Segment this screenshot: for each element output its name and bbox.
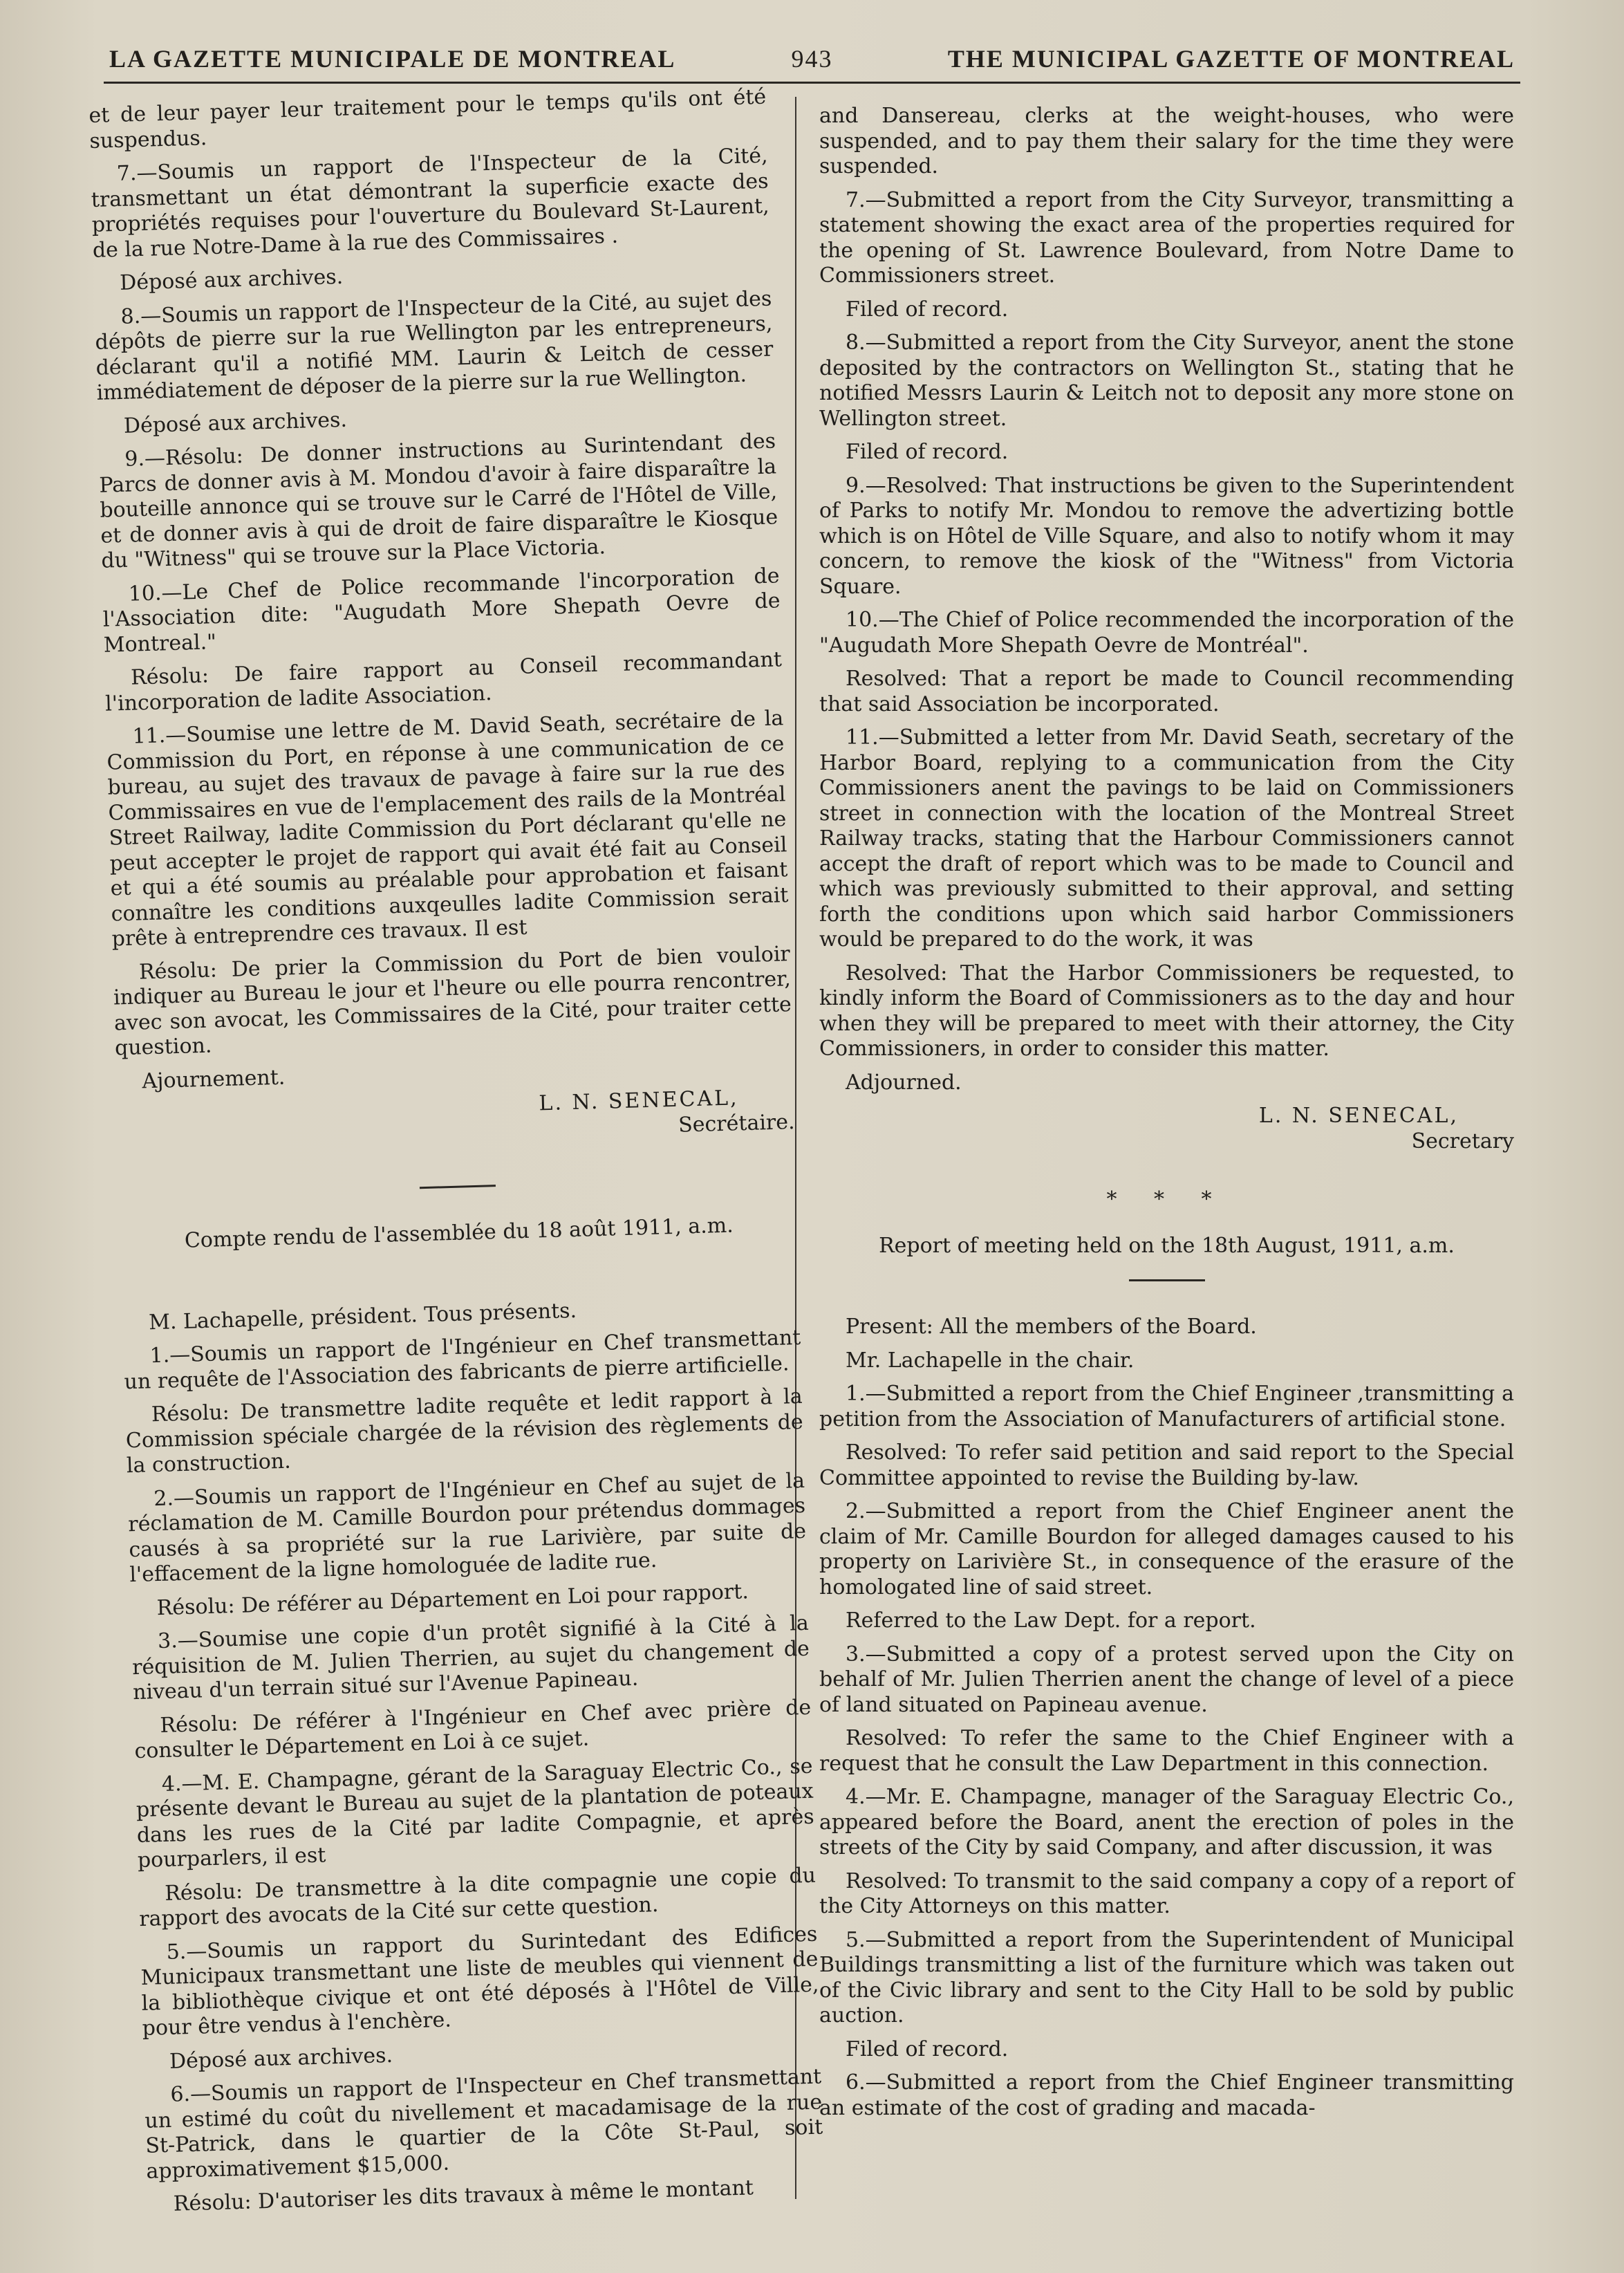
paragraph: Résolu: D'autoriser les dits travaux à même le montant (173, 2175, 754, 2216)
paragraph: 8.—Submitted a report from the City Surveyor, anent the stone deposited by the contractors on Wellington St., stating that he notified Messrs Laurin & Leitch not to deposit any more stone on Wellington street. (819, 331, 1514, 431)
paragraph: 4.—M. E. Champagne, gérant de la Saraguay Electric Co., se présente devant le Bureau au sujet de la plantation de poteaux dans les rues de la Cité par ladite Compagnie, et après pourparlers, il est (136, 1754, 815, 1873)
paragraph: 3.—Soumise une copie d'un protêt signifié à la Cité à la réquisition de M. Julien Therrien, au sujet du changement de niveau d'un terrain situé sur l'Avenue Papineau. (131, 1611, 810, 1705)
paragraph: Résolu: De faire rapport au Conseil recommandant l'incorporation de ladite Association. (104, 647, 783, 716)
paragraph: Resolved: To refer the same to the Chief Engineer with a request that he consult the Law Department in this connection. (819, 1726, 1514, 1776)
paragraph: Resolved: To transmit to the said company a copy of a report of the City Attorneys on this matter. (819, 1868, 1514, 1918)
paragraph: Ajournement. (142, 1065, 286, 1093)
paragraph: Déposé aux archives. (123, 407, 348, 438)
paragraph: 1.—Soumis un rapport de l'Ingénieur en Chef transmettant un requête de l'Association des fabricants de pierre artificielle. (124, 1325, 801, 1394)
page-number: 943 (791, 45, 833, 73)
section-rule (1129, 1279, 1205, 1281)
paragraph: 7.—Submitted a report from the City Surveyor, transmitting a statement showing the exact area of the properties required for the opening of St. Lawrence Boulevard, from Notre Dame to Commissioners street. (819, 187, 1514, 288)
paragraph: Déposé aux archives. (119, 264, 344, 295)
paragraph: Resolved: That a report be made to Council recommending that said Association be incorporated. (819, 667, 1514, 716)
paragraph: Déposé aux archives. (169, 2043, 393, 2074)
paragraph: 7.—Soumis un rapport de l'Inspecteur de la Cité, transmettant un état démontrant la superficie exacte des propriétés requises pour l'ouverture du Boulevard St-Laurent, de la rue Notre-Dame à la rue des Commissaires . (91, 143, 770, 263)
french-column (88, 85, 825, 2231)
paragraph: Résolu: De transmettre ladite requête et ledit rapport à la Commission spéciale chargée de la révision des règlements de la construction. (125, 1384, 804, 1478)
paragraph: 11.—Submitted a letter from Mr. David Seath, secretary of the Harbor Board, replying to a communication from the City Commissioners anent the pavings to be laid on Commissioners street in connection with the location of the Montreal Street Railway tracks, stating that the Harbour Commissioners cannot accept the draft of report which was to be made to Council and which was previously submitted to their approval, and setting forth the conditions upon which said harbor Commissioners would be prepared to do the work, it was (819, 725, 1514, 952)
header-english-title: THE MUNICIPAL GAZETTE OF MONTREAL (947, 45, 1515, 73)
paragraph: Filed of record. (846, 2037, 1009, 2061)
signature-block (116, 1084, 795, 1153)
paragraph: 8.—Soumis un rapport de l'Inspecteur de la Cité, au sujet des dépôts de pierre sur la rue Wellington par les entrepreneurs, déclarant qu'il a notifié MM. Laurin & Leitch de cesser immédiatement de déposer de la pierre sur la rue Wellington. (95, 286, 774, 405)
paragraph: 10.—Le Chef de Police recommande l'incorporation de l'Association dite: "Augudath More Shepath Oevre de Montreal." (102, 563, 781, 658)
paragraph: Filed of record. (846, 297, 1009, 322)
paragraph: 11.—Soumise une lettre de M. David Seath, secrétaire de la Commission du Port, en réponse à une communication de ce bureau, au sujet des travaux de pavage à faire sur la rue des Commissaires en vue de l'emplacement des rails de la Montréal Street Railway, ladite Commission du Port déclarant qu'elle ne peut accepter le projet de rapport qui avait été fait au Conseil et qui a été soumis au préalable pour approbation et faisant connaître les conditions auxqeulles ladite Commission serait prête à entreprendre ces travaux. Il est (106, 706, 789, 952)
paragraph: Present: All the members of the Board. (846, 1315, 1257, 1339)
report-title: Compte rendu de l'assemblée du 18 août 1911, a.m. (184, 1213, 734, 1253)
signature-name: L. N. SENECAL, (1258, 1104, 1459, 1128)
paragraph: Mr. Lachapelle in the chair. (846, 1348, 1135, 1373)
paragraph: 9.—Résolu: De donner instructions au Surintendant des Parcs de donner avis à M. Mondou d'avoir à faire disparaître la bouteille annonce qui se trouve sur le Carré de l'Hôtel de Ville, et de donner avis à qui de droit de faire disparaître le Kiosque du "Witness" qui se trouve sur la Place Victoria. (98, 429, 778, 573)
paragraph: Filed of record. (846, 440, 1009, 464)
signature-title: Secretary (1411, 1129, 1514, 1153)
section-rule (420, 1185, 496, 1189)
paragraph: 6.—Soumis un rapport de l'Inspecteur en Chef transmettant un estimé du coût du nivellement et macadamisage de la rue St-Patrick, dans le quartier de la Côte St-Paul, soit approximativement $15,000. (144, 2064, 823, 2184)
paragraph: 10.—The Chief of Police recommended the incorporation of the "Augudath More Shepath Oevre de Montréal". (819, 608, 1514, 658)
signature-name: L. N. SENECAL, (539, 1086, 740, 1116)
paragraph: 5.—Soumis un rapport du Surintedant des Edifices Municipaux transmettant une liste de meubles qui viennent de la bibliothèque civique et ont été déposés à l'Hôtel de Ville, pour être vendus à l'enchère. (140, 1922, 819, 2041)
paragraph: Résolu: De transmettre à la dite compagnie une copie du rapport des avocats de la Cité sur cette question. (138, 1863, 816, 1931)
paragraph: 2.—Soumis un rapport de l'Ingénieur en Chef au sujet de la réclamation de M. Camille Bourdon pour prétendus dommages causés à sa propriété sur la rue Larivière, par suite de l'effacement de la ligne homologuée de ladite rue. (127, 1468, 807, 1588)
paragraph: and Dansereau, clerks at the weight-houses, who were suspended, and to pay them their salary for the time they were suspended. (819, 104, 1514, 178)
report-title: Report of meeting held on the 18th August, 1911, a.m. (879, 1233, 1455, 1258)
paragraph: et de leur payer leur traitement pour le temps qu'ils ont été suspendus. (88, 84, 767, 154)
signature-title: Secrétaire. (678, 1109, 795, 1138)
paragraph: Resolved: To refer said petition and said report to the Special Committee appointed to revise the Building by-law. (819, 1440, 1514, 1490)
paragraph: 1.—Submitted a report from the Chief Engineer ,transmitting a petition from the Association of Manufacturers of artificial stone. (819, 1382, 1514, 1431)
paragraph: Résolu: De référer à l'Ingénieur en Chef avec prière de consulter le Département en Loi à ce sujet. (134, 1695, 812, 1764)
paragraph: Resolved: That the Harbor Commissioners be requested, to kindly inform the Board of Commissioners as to the day and hour when they will be prepared to meet with their attorney, the City Commissioners, in order to consider this matter. (819, 961, 1514, 1061)
english-column (819, 104, 1514, 2232)
paragraph: 4.—Mr. E. Champagne, manager of the Saraguay Electric Co., appeared before the Board, anent the erection of poles in the streets of the City by said Company, and after discussion, it was (819, 1785, 1514, 1859)
header-french-title: LA GAZETTE MUNICIPALE DE MONTREAL (109, 45, 676, 73)
page-header (104, 40, 1520, 84)
paragraph: 3.—Submitted a copy of a protest served upon the City on behalf of Mr. Julien Therrien anent the change of level of a piece of land situated on Papineau avenue. (819, 1642, 1514, 1717)
paragraph: M. Lachapelle, président. Tous présents. (148, 1298, 577, 1335)
paragraph: 9.—Resolved: That instructions be given to the Superintendent of Parks to notify Mr. Mondou to remove the advertizing bottle which is on Hôtel de Ville Square, and also to notify whom it may concern, to remove the kiosk of the "Witness" from Victoria Square. (819, 473, 1514, 599)
paragraph: Résolu: De référer au Département en Loi pour rapport. (156, 1579, 749, 1620)
paragraph: Adjourned. (846, 1070, 962, 1095)
paragraph: Résolu: De prier la Commission du Port de bien vouloir indiquer au Bureau le jour et l'heure ou elle pourra rencontrer, avec son avocat, les Commissaires de la Cité, pour traiter cette question. (113, 941, 792, 1061)
paragraph: 6.—Submitted a report from the Chief Engineer transmitting an estimate of the cost of grading and macada- (819, 2070, 1514, 2120)
paragraph: 2.—Submitted a report from the Chief Engineer anent the claim of Mr. Camille Bourdon for alleged damages caused to his property on Larivière St., in consequence of the erasure of the homologated line of said street. (819, 1499, 1514, 1599)
paragraph: Referred to the Law Dept. for a report. (846, 1608, 1256, 1633)
section-stars: * * * (1106, 1187, 1227, 1212)
signature-block (819, 1104, 1514, 1154)
paragraph: 5.—Submitted a report from the Superintendent of Municipal Buildings transmitting a list of the furniture which was taken out of the Civic library and sent to the City Hall to be sold by public auction. (819, 1927, 1514, 2028)
